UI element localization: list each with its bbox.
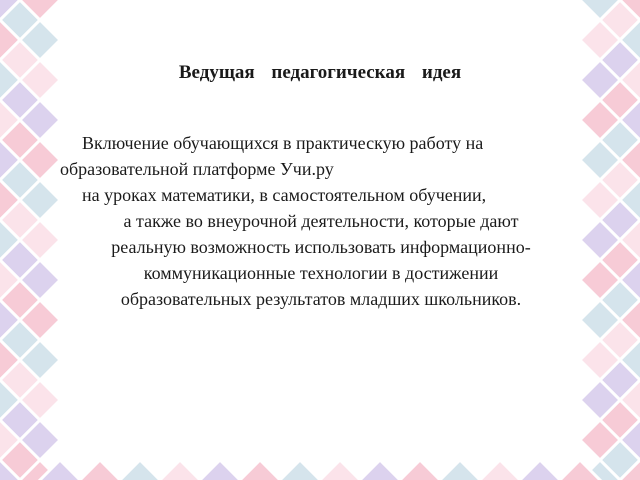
body-line: на уроках математики, в самостоятельном обучении, — [82, 185, 487, 205]
body-line: образовательных результатов младших школьников. — [120, 289, 522, 309]
decorative-diamond — [240, 460, 280, 480]
decorative-diamond — [480, 460, 520, 480]
decorative-diamond — [120, 460, 160, 480]
body-line: Включение обучающихся в практическую работу на — [82, 133, 484, 153]
decorative-diamond — [280, 460, 320, 480]
decorative-diamond — [360, 460, 400, 480]
body-line: коммуникационные технологии в достижении — [143, 263, 499, 283]
decorative-diamond — [200, 460, 240, 480]
decorative-diamond — [160, 460, 200, 480]
decorative-diamond — [520, 460, 560, 480]
decorative-diamond — [80, 460, 120, 480]
decorative-diamond — [320, 460, 360, 480]
body-line: а также во внеурочной деятельности, которые дают — [123, 211, 519, 231]
body-line: реальную возможность использовать информационно- — [111, 237, 531, 257]
slide-body-text — [56, 130, 586, 312]
decorative-diamond — [440, 460, 480, 480]
bottom-diamond-border — [40, 460, 600, 480]
body-line: образовательной платформе Учи.ру — [60, 159, 334, 179]
decorative-diamond — [400, 460, 440, 480]
slide-title: Ведущая педагогическая идея — [178, 62, 462, 83]
